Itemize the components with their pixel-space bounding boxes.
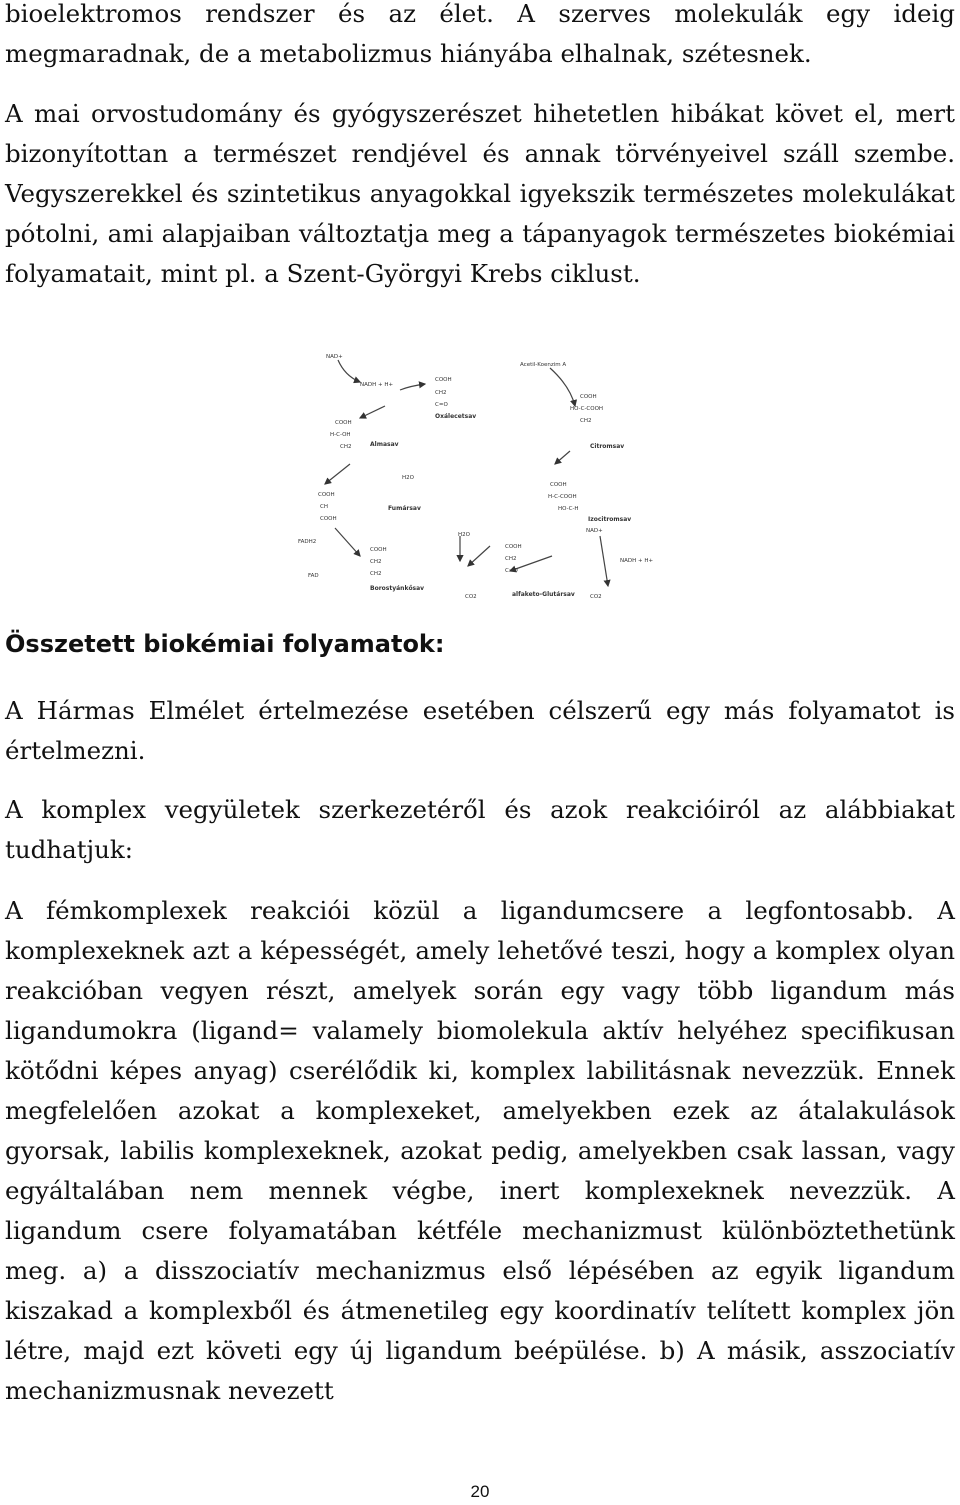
- svg-text:COOH: COOH: [550, 482, 567, 488]
- svg-text:CH2: CH2: [370, 571, 382, 577]
- svg-text:CH2: CH2: [340, 444, 352, 450]
- paragraph-complex-compounds: A komplex vegyületek szerkezetéről és azok reakcióiról az alábbiakat tudhatjuk:: [5, 795, 955, 864]
- svg-text:COOH: COOH: [580, 394, 597, 400]
- paragraph-medicine: A mai orvostudomány és gyógyszerészet hihetetlen hibákat követ el, mert bizonyítottan a természet rendjével és annak törvényeivel száll szembe. Vegyszerekkel és szintetikus anyagokkal igyekszik természetes molekulákat pótolni, ami alapjaiban változtatja meg a tápanyagok természetes biokémiai folyamatait, mint pl. a Szent-Györgyi Krebs ciklust.: [5, 99, 955, 288]
- svg-text:COOH: COOH: [318, 492, 335, 498]
- label-nad-right: NAD+: [586, 528, 603, 534]
- label-acetyl: Acetil-Koenzim A: [520, 362, 567, 368]
- label-nadh: NADH + H+: [360, 382, 394, 388]
- svg-text:HO-C-H: HO-C-H: [558, 506, 579, 512]
- label-isocitrate: Izocitromsav: [588, 516, 632, 523]
- paragraph-ligand-exchange: A fémkomplexek reakciói közül a ligandumcsere a legfontosabb. A komplexeknek azt a képességét, amely lehetővé teszi, hogy a komplex olyan reakcióban vegyen részt, amelyek során egy vagy több ligandum más ligandumokra (ligand= valamely biomolekula aktív helyéhez specifikusan kötődni képes anyag) cserélődik ki, komplex labilitásnak nevezzük. Ennek megfelelően azokat a komplexeket, amelyekben ezek az átalakulások gyorsak, labilis komplexeknek, azokat pedig, amelyekben csak lassan, vagy egyáltalában nem mennek végbe, inert komplexeknek nevezzük. A ligandum csere folyamatában kétféle mechanizmust különböztethetünk meg. a) a disszociatív mechanizmus első lépésében az egyik ligandum kiszakad a komplexből és átmenetileg egy koordinatív telített komplex jön létre, majd ezt követi egy új ligandum beépülése. b) A másik, asszociatív mechanizmusnak nevezett: [5, 896, 955, 1405]
- label-h2o-2: H2O: [458, 532, 470, 538]
- svg-text:CH2: CH2: [370, 559, 382, 565]
- svg-text:COOH: COOH: [320, 516, 337, 522]
- svg-text:COOH: COOH: [335, 420, 352, 426]
- label-fadh2: FADH2: [298, 539, 317, 545]
- label-nad: NAD+: [326, 354, 343, 360]
- svg-text:CH2: CH2: [505, 556, 517, 562]
- svg-text:CH2: CH2: [580, 418, 592, 424]
- page-number: 20: [470, 1482, 490, 1501]
- svg-text:C=O: C=O: [435, 402, 448, 408]
- paragraph-intro: bioelektromos rendszer és az élet. A szerves molekulák egy ideig megmaradnak, de a metabolizmus hiányába elhalnak, szétesnek.: [5, 0, 955, 68]
- svg-text:COOH: COOH: [435, 377, 452, 383]
- label-fad: FAD: [308, 573, 319, 579]
- krebs-cycle-diagram: [290, 346, 680, 608]
- section-heading: Összetett biokémiai folyamatok:: [5, 630, 445, 658]
- label-h2o-1: H2O: [402, 475, 414, 481]
- svg-text:COOH: COOH: [505, 544, 522, 550]
- label-nadh-right: NADH + H+: [620, 558, 654, 564]
- label-co2-1: CO2: [465, 594, 477, 600]
- label-citrate: Citromsav: [590, 443, 625, 450]
- label-malate: Almasav: [370, 441, 399, 448]
- svg-text:C=O: C=O: [505, 568, 518, 574]
- label-co2-2: CO2: [590, 594, 602, 600]
- svg-text:HO-C-COOH: HO-C-COOH: [570, 406, 604, 412]
- paragraph-triple-theory: A Hármas Elmélet értelmezése esetében célszerű egy más folyamatot is értelmezni.: [5, 696, 955, 765]
- label-ketoglutarate: alfaketo-Glutársav: [512, 591, 575, 598]
- svg-text:CH: CH: [320, 504, 328, 510]
- svg-text:CH2: CH2: [435, 390, 447, 396]
- krebs-cycle-figure: [290, 346, 680, 608]
- label-fumarate: Fumársav: [388, 505, 421, 512]
- svg-text:COOH: COOH: [370, 547, 387, 553]
- svg-text:H-C-OH: H-C-OH: [330, 432, 351, 438]
- label-succinate: Borostyánkősav: [370, 585, 425, 592]
- svg-text:H-C-COOH: H-C-COOH: [548, 494, 577, 500]
- label-oxaloacetate: Oxálecetsav: [435, 413, 477, 420]
